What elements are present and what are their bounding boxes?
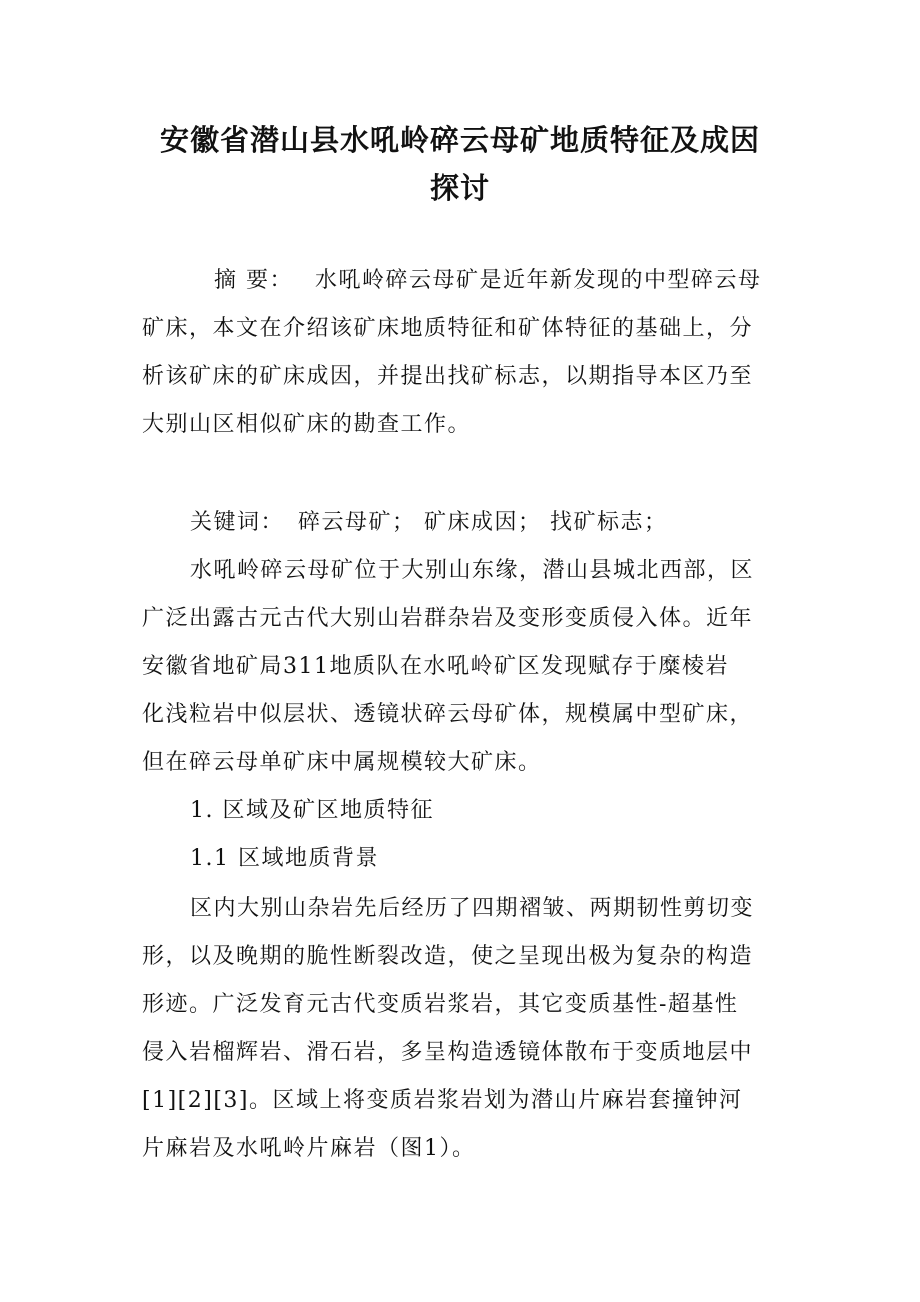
- keywords-items: 碎云母矿； 矿床成因； 找矿标志；: [298, 510, 668, 535]
- abstract-line: 矿床，本文在介绍该矿床地质特征和矿体特征的基础上，分: [142, 316, 754, 341]
- document-title-line-1: 安徽省潜山县水吼岭碎云母矿地质特征及成因: [159, 123, 760, 157]
- intro-line: 但在碎云母单矿床中属规模较大矿床。: [142, 750, 542, 775]
- body-line: 形迹。广泛发育元古代变质岩浆岩，其它变质基性-超基性: [142, 992, 739, 1017]
- intro-line: 化浅粒岩中似层状、透镜状碎云母矿体，规模属中型矿床，: [142, 702, 754, 727]
- body-line: 片麻岩及水吼岭片麻岩（图1）。: [142, 1136, 476, 1161]
- intro-line: 水吼岭碎云母矿位于大别山东缘，潜山县城北西部，区: [190, 558, 755, 583]
- abstract-label: 摘 要：: [214, 268, 293, 293]
- abstract-line: 大别山区相似矿床的勘查工作。: [142, 412, 472, 437]
- intro-line: 广泛出露古元古代大别山岩群杂岩及变形变质侵入体。近年: [142, 606, 754, 631]
- body-line: 区内大别山杂岩先后经历了四期褶皱、两期韧性剪切变: [190, 896, 755, 921]
- keywords-line: [190, 508, 668, 538]
- section-heading-1-1: 1.1 区域地质背景: [190, 846, 379, 871]
- body-line: 形，以及晚期的脆性断裂改造，使之呈现出极为复杂的构造: [142, 944, 754, 969]
- abstract-first-line: [214, 266, 762, 296]
- document-title-line-2: 探讨: [429, 171, 490, 205]
- body-line: [1][2][3]。区域上将变质岩浆岩划为潜山片麻岩套撞钟河: [142, 1088, 743, 1113]
- keywords-label: 关键词：: [190, 510, 285, 535]
- abstract-line: 水吼岭碎云母矿是近年新发现的中型碎云母: [315, 268, 762, 293]
- intro-line: 安徽省地矿局311地质队在水吼岭矿区发现赋存于糜棱岩: [142, 654, 729, 679]
- abstract-line: 析该矿床的矿床成因，并提出找矿标志，以期指导本区乃至: [142, 364, 754, 389]
- section-heading-1: 1. 区域及矿区地质特征: [190, 798, 434, 823]
- body-line: 侵入岩榴辉岩、滑石岩，多呈构造透镜体散布于变质地层中: [142, 1040, 754, 1065]
